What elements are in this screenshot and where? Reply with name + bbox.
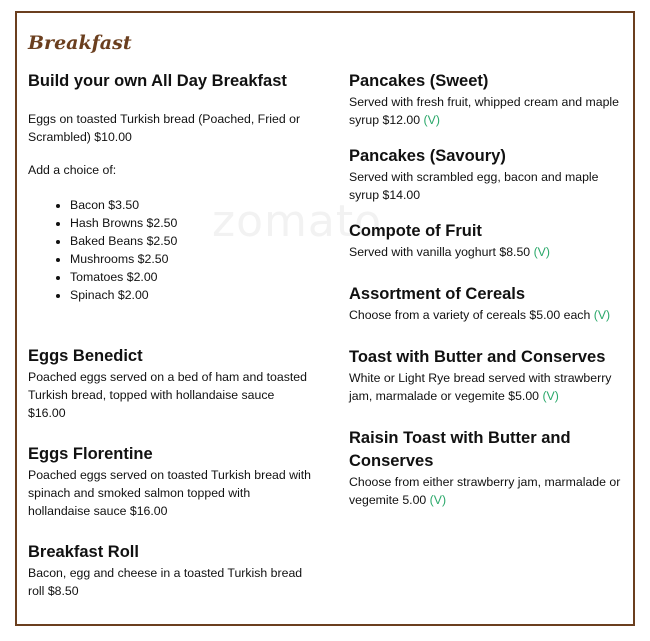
addon-item: • Hash Browns $2.50 — [70, 214, 303, 232]
addon-intro: Add a choice of: — [28, 163, 117, 177]
item-description: Bacon, egg and cheese in a toasted Turkish bread roll $8.50 — [28, 566, 303, 598]
item-title: Pancakes (Sweet) — [349, 72, 489, 90]
item-title: Assortment of Cereals — [349, 285, 526, 303]
item-description-line — [349, 243, 631, 261]
vegetarian-badge: (V) — [423, 113, 440, 127]
addon-intro-wrap — [28, 161, 303, 179]
item-description-line — [349, 93, 631, 129]
item-description: Served with vanilla yoghurt $8.50 — [349, 245, 531, 259]
item-description-wrap — [28, 110, 303, 146]
item-description-line — [349, 369, 634, 405]
item-description: Poached eggs served on a bed of ham and toasted Turkish bread, topped with hollandaise sauce $16.00 — [28, 370, 307, 420]
item-description: Served with scrambled egg, bacon and maple syrup $14.00 — [349, 170, 599, 202]
item-title: Toast with Butter and Conserves — [349, 348, 606, 366]
vegetarian-badge: (V) — [429, 493, 447, 507]
vegetarian-badge: (V) — [533, 245, 550, 259]
item-title: Build your own All Day Breakfast — [28, 72, 287, 90]
item-description: Served with fresh fruit, whipped cream and maple syrup $12.00 — [349, 95, 619, 127]
menu-item-raisin-toast — [349, 427, 621, 509]
item-title: Raisin Toast with Butter and Conserves — [349, 429, 571, 470]
item-title: Eggs Florentine — [28, 445, 153, 463]
menu-item-toast — [349, 346, 634, 405]
vegetarian-badge: (V) — [542, 389, 559, 403]
item-title: Pancakes (Savoury) — [349, 147, 506, 165]
menu-item-pancakes-sweet — [349, 70, 631, 129]
item-title: Compote of Fruit — [349, 222, 482, 240]
item-description: Choose from a variety of cereals $5.00 each — [349, 308, 591, 322]
item-description: Poached eggs served on toasted Turkish bread with spinach and smoked salmon topped with hollandaise sauce $16.00 — [28, 468, 312, 518]
item-title: Eggs Benedict — [28, 347, 143, 365]
menu-item-eggs-florentine — [28, 443, 313, 520]
addon-item: • Mushrooms $2.50 — [70, 250, 303, 268]
item-description-line — [349, 168, 631, 204]
addon-item: • Tomatoes $2.00 — [70, 268, 303, 286]
menu-item-pancakes-savoury — [349, 145, 631, 204]
menu-item-build-your-own — [28, 70, 318, 93]
item-title: Breakfast Roll — [28, 543, 139, 561]
item-description-line — [349, 306, 634, 324]
addon-list — [28, 196, 303, 304]
vegetarian-badge: (V) — [593, 308, 611, 322]
menu-item-eggs-benedict — [28, 345, 313, 422]
menu-item-breakfast-roll — [28, 541, 313, 600]
item-description: Choose from either strawberry jam, marmalade or vegemite 5.00 — [349, 475, 621, 507]
item-description: White or Light Rye bread served with strawberry jam, marmalade or vegemite $5.00 — [349, 371, 612, 403]
item-description: Eggs on toasted Turkish bread (Poached, Fried or Scrambled) $10.00 — [28, 112, 301, 144]
section-title: Breakfast — [28, 32, 132, 54]
menu-item-cereals — [349, 283, 634, 324]
addon-item: • Bacon $3.50 — [70, 196, 303, 214]
watermark: zomato — [212, 196, 383, 247]
addon-item: • Spinach $2.00 — [70, 286, 303, 304]
addon-list-wrap — [28, 196, 303, 304]
addon-item: • Baked Beans $2.50 — [70, 232, 303, 250]
menu-item-compote-of-fruit — [349, 220, 631, 261]
item-description-line — [349, 473, 631, 509]
